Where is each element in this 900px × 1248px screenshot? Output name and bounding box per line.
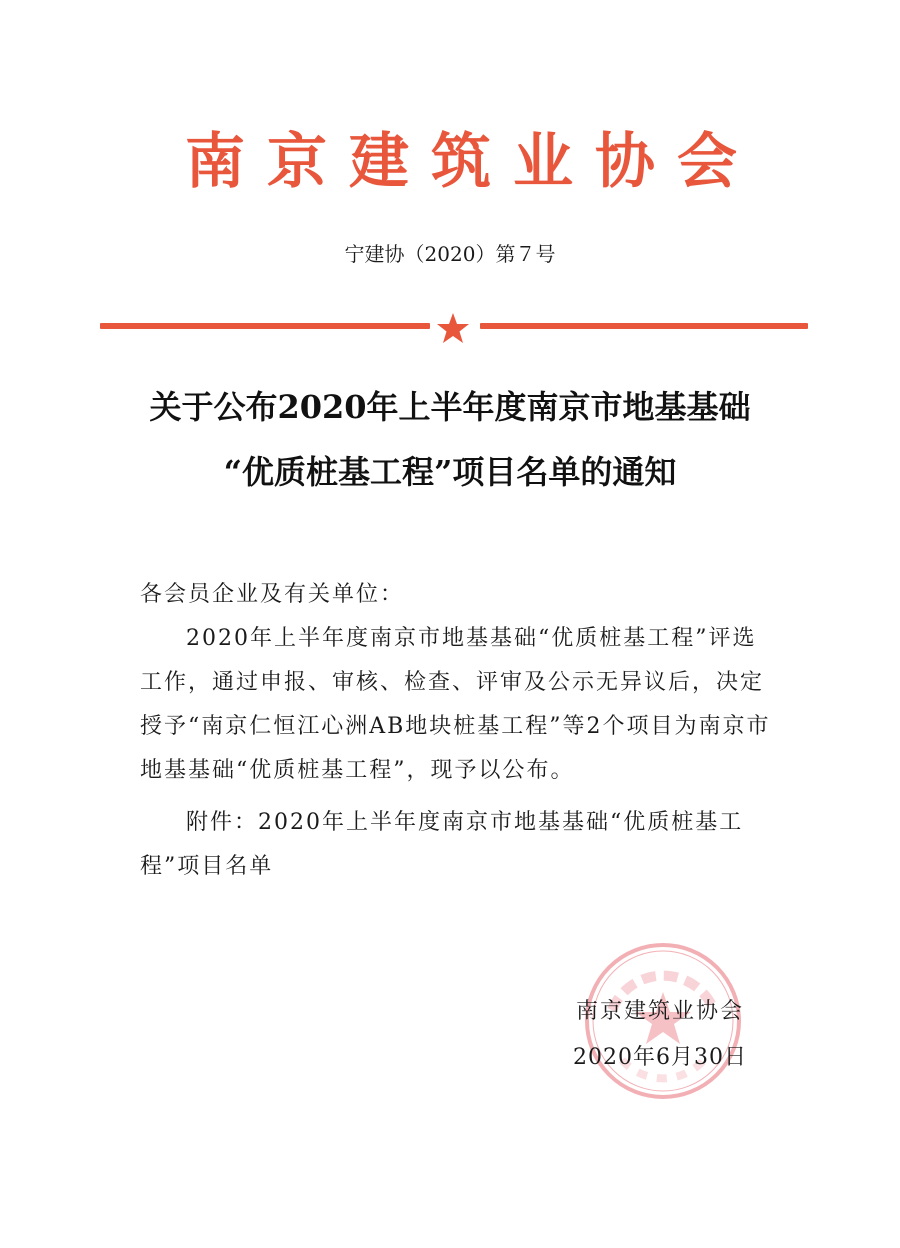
signature-date: 2020年6月30日 [573, 1045, 747, 1070]
divider-line-right [480, 323, 808, 329]
notice-title-line-2: “优质桩基工程”项目名单的通知 [223, 453, 677, 491]
salutation: 各会员企业及有关单位： [140, 582, 405, 607]
document-number: 宁建协（2020）第７号 [344, 242, 556, 266]
divider-line-left [100, 323, 430, 329]
star-icon [436, 311, 470, 345]
organization-header: 南京建筑业协会 [185, 127, 759, 197]
attachment-note: 附件：2020年上半年度南京市地基基础“优质桩基工程”项目名单 [140, 810, 744, 879]
notice-title-line-1: 关于公布2020年上半年度南京市地基基础 [149, 388, 751, 426]
signature-organization: 南京建筑业协会 [575, 999, 744, 1024]
body-paragraph: 2020年上半年度南京市地基基础“优质桩基工程”评选工作，通过申报、审核、检查、评审及公示无异议后，决定授予“南京仁恒江心洲AB地块桩基工程”等2个项目为南京市地基基础“优质桩基工程”，现予以公布。 [140, 626, 771, 783]
